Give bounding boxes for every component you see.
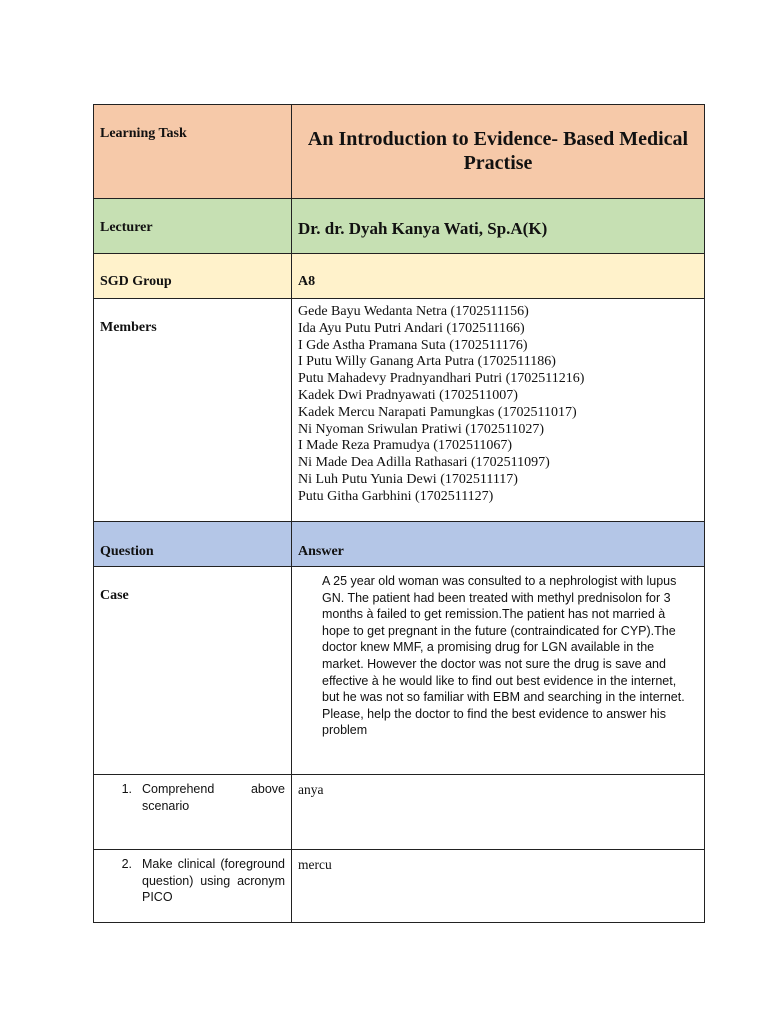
members-row: [94, 299, 705, 522]
task-row: [94, 850, 705, 923]
learning-task-label: Learning Task: [100, 126, 187, 141]
lecturer-label-cell: [94, 199, 292, 254]
task-number: 2.: [121, 857, 132, 871]
answer-header-cell: [292, 522, 705, 567]
members-list: [298, 299, 698, 506]
task-question-cell: [94, 850, 292, 923]
task-question-text: Comprehend above scenario: [142, 782, 285, 813]
member-item: I Putu Willy Ganang Arta Putra (1702511186): [298, 354, 556, 370]
member-item: Ni Made Dea Adilla Rathasari (1702511097): [298, 455, 550, 471]
case-text: A 25 year old woman was consulted to a nephrologist with lupus GN. The patient had been treated with methyl prednisolon for 3 months à failed to get remission.The patient has not married à hope to get pregnant in the future (contraindicated for CYP).The doctor knew MMF, a promising drug for LGN available in the market. However the doctor was not sure the drug is save and effective à he would like to find out best evidence in the internet, but he was not so familiar with EBM and searching in the internet. Please, help the doctor to find the best evidence to answer his problem: [322, 574, 685, 738]
lecturer-row: [94, 199, 705, 254]
title-row: [94, 105, 705, 199]
member-item: Putu Githa Garbhini (1702511127): [298, 488, 494, 504]
qa-header-row: [94, 522, 705, 567]
task-answer-text: anya: [298, 782, 324, 797]
lecturer-name: Dr. dr. Dyah Kanya Wati, Sp.A(K): [298, 219, 548, 238]
sgd-value: A8: [298, 274, 316, 289]
task-answer-text: mercu: [298, 857, 332, 872]
answer-header: Answer: [298, 544, 344, 559]
learning-task-table: [93, 104, 705, 923]
members-list-cell: [292, 299, 705, 522]
case-label: Case: [100, 588, 129, 603]
member-item: Kadek Dwi Pradnyawati (1702511007): [298, 387, 518, 403]
task-number: 1.: [121, 782, 132, 796]
case-row: [94, 567, 705, 775]
members-label: Members: [100, 320, 157, 335]
document-title: An Introduction to Evidence- Based Medical Practise: [307, 128, 689, 174]
case-text-cell: [292, 567, 705, 775]
member-item: Putu Mahadevy Pradnyandhari Putri (1702511216): [298, 371, 585, 387]
member-item: Ni Luh Putu Yunia Dewi (1702511117): [298, 471, 518, 487]
member-item: I Gde Astha Pramana Suta (1702511176): [298, 337, 528, 353]
task-question-text: Make clinical (foreground question) using acronym PICO: [142, 857, 285, 905]
learning-task-label-cell: [94, 105, 292, 199]
member-item: Gede Bayu Wedanta Netra (1702511156): [298, 304, 529, 319]
sgd-label-cell: [94, 254, 292, 299]
task-answer-cell[interactable]: [292, 775, 705, 850]
task-question-cell: [94, 775, 292, 850]
title-cell: [292, 105, 705, 199]
member-item: Kadek Mercu Narapati Pamungkas (1702511017): [298, 404, 577, 420]
member-item: I Made Reza Pramudya (1702511067): [298, 438, 513, 454]
sgd-value-cell: [292, 254, 705, 299]
members-label-cell: [94, 299, 292, 522]
task-answer-cell[interactable]: [292, 850, 705, 923]
member-item: Ida Ayu Putu Putri Andari (1702511166): [298, 320, 525, 336]
lecturer-name-cell: [292, 199, 705, 254]
sgd-label: SGD Group: [100, 274, 172, 289]
sgd-row: [94, 254, 705, 299]
lecturer-label: Lecturer: [100, 220, 153, 235]
member-item: Ni Nyoman Sriwulan Pratiwi (1702511027): [298, 421, 545, 437]
task-row: [94, 775, 705, 850]
case-label-cell: [94, 567, 292, 775]
question-header: Question: [100, 544, 154, 559]
question-header-cell: [94, 522, 292, 567]
